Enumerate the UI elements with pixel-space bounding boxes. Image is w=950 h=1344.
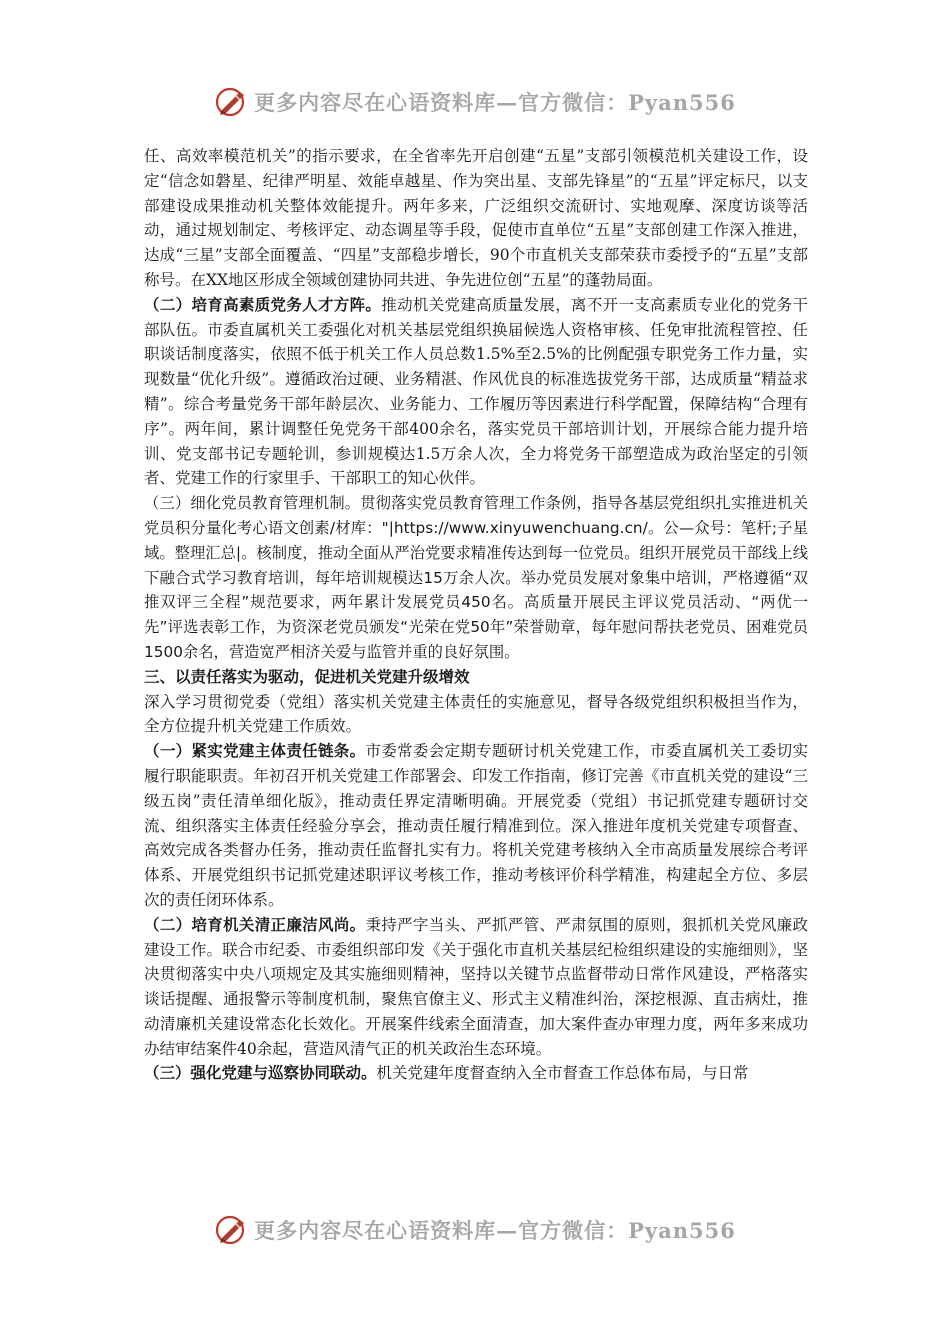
- paragraph-responsibility-intro: 深入学习贯彻党委（党组）落实机关党建主体责任的实施意见，督导各级党组织积极担当作为，全方位提升机关党建工作质效。: [144, 692, 808, 736]
- paragraph-inspection-linkage-body: 机关党建年度督查纳入全市督查工作总体布局，与日常: [376, 1064, 749, 1083]
- paragraph-responsibility-chain-body: 市委常委会定期专题研讨机关党建工作，市委直属机关工委切实履行职能职责。年初召开机关党建工作部署会、印发工作指南，修订完善《市直机关党的建设“三级五岗”责任清单细化版》，推动责任界定清晰明确。开展党委（党组）书记抓党建专题研讨交流、组织落实主体责任经验分享会，推动责任履行精准到位。深入推进年度机关党建专项督查、高效完成各类督办任务，推动责任监督扎实有力。将机关党建考核纳入全市高质量发展综合考评体系、开展党组织书记抓党建述职评议考核工作，推动考核评价科学精准，构建起全方位、多层次的责任闭环体系。: [144, 742, 808, 909]
- paragraph-clean-governance-body: 秉持严字当头、严抓严管、严肃氛围的原则，狠抓机关党风廉政建设工作。联合市纪委、市委组织部印发《关于强化市直机关基层纪检组织建设的实施细则》，坚决贯彻落实中央八项规定及其实施细则精神，坚持以关键节点监督带动日常作风建设，严格落实谈话提醒、通报警示等制度机制，聚焦官僚主义、形式主义精准纠治，深挖根源、直击病灶，推动清廉机关建设常态化长效化。开展案件线索全面清查，加大案件查办审理力度，两年多来成功办结审结案件40余起，营造风清气正的机关政治生态环境。: [144, 915, 808, 1058]
- document-body: [144, 144, 808, 1086]
- paragraph-party-talent-body: 推动机关党建高质量发展，离不开一支高素质专业化的党务干部队伍。市委直属机关工委强化对机关基层党组织换届候选人资格审核、任免审批流程管控、任职谈话制度落实，依照不低于机关工作人员总数1.5%至2.5%的比例配强专职党务工作力量，实现数量“优化升级”。遵循政治过硬、业务精湛、作风优良的标准选拔党务干部，达成质量“精益求精”。综合考量党务干部年龄层次、业务能力、工作履历等因素进行科学配置，保障结构“合理有序”。两年间，累计调整任免党务干部400余名，落实党员干部培训计划，开展综合能力提升培训、党支部书记专题轮训，参训规模达1.5万余人次，全力将党务干部塑造成为政治坚定的引领者、党建工作的行家里手、干部职工的知心伙伴。: [144, 295, 808, 488]
- subheading-responsibility-chain: （一）紧实党建主体责任链条。: [144, 741, 366, 761]
- pen-logo-icon: [214, 84, 250, 120]
- paragraph-party-talent: [144, 293, 808, 491]
- pen-logo-icon: [214, 1212, 250, 1248]
- subheading-party-talent: （二）培育高素质党务人才方阵。: [144, 294, 382, 314]
- subheading-clean-governance: （二）培育机关清正廉洁风尚。: [144, 914, 366, 934]
- footer-watermark-text: 更多内容尽在心语资料库—官方微信：Pyan556: [254, 1218, 736, 1243]
- header-watermark-banner: [0, 80, 950, 124]
- paragraph-five-star-branch: 任、高效率模范机关”的指示要求，在全省率先开启创建“五星”支部引领模范机关建设工作，设定“信念如磐星、纪律严明星、效能卓越星、作为突出星、支部先锋星”的“五星”评定标尺，以支部建设成果推动机关整体效能提升。两年多来，广泛组织交流研讨、实地观摩、深度访谈等活动，通过规划制定、考核评定、动态调星等手段，促使市直单位“五星”支部创建工作深入推进，达成“三星”支部全面覆盖、“四星”支部稳步增长，90个市直机关支部荣获市委授予的“五星”支部称号。在XX地区形成全领域创建协同共进、争先进位创“五星”的蓬勃局面。: [144, 147, 808, 289]
- paragraph-responsibility-chain: [144, 739, 808, 913]
- section-heading-responsibility: 三、以责任落实为驱动，促进机关党建升级增效: [144, 666, 470, 686]
- footer-watermark-banner: [0, 1208, 950, 1252]
- subheading-inspection-linkage: （三）强化党建与巡察协同联动。: [144, 1063, 377, 1083]
- paragraph-member-education: （三）细化党员教育管理机制。贯彻落实党员教育管理工作条例，指导各基层党组织扎实推进机关党员积分量化考心语文创素/材库："|https://www.xinyuwenchuang.cn/。公—众号：笔杆;子星域。整理汇总|。核制度，推动全面从严治党要求精准传达到每一位党员。组织开展党员干部线上线下融合式学习教育培训，每年培训规模达15万余人次。举办党员发展对象集中培训，严格遵循“双推双评三全程”规范要求，两年累计发展党员450名。高质量开展民主评议党员活动、“两优一先”评选表彰工作，为资深老党员颁发“光荣在党50年”荣誉勋章，每年慰问帮扶老党员、困难党员1500余名，营造宽严相济关爱与监管并重的良好氛围。: [144, 494, 808, 661]
- header-watermark-text: 更多内容尽在心语资料库—官方微信：Pyan556: [254, 90, 736, 115]
- paragraph-inspection-linkage: [144, 1061, 808, 1086]
- paragraph-clean-governance: [144, 913, 808, 1062]
